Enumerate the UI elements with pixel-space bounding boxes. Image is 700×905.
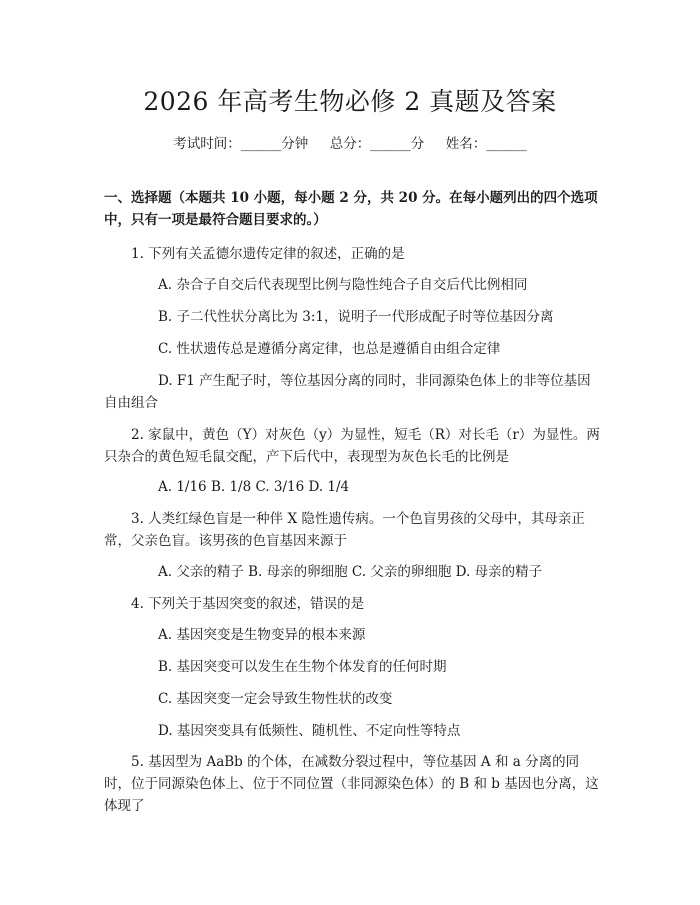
question-1-option-b: B. 子二代性状分离比为 3:1，说明子一代形成配子时等位基因分离	[158, 309, 554, 325]
question-2-stem: 2. 家鼠中，黄色（Y）对灰色（y）为显性，短毛（R）对长毛（r）为显性。两只杂合的黄色短毛鼠交配，产下后代中，表现型为灰色长毛的比例是	[104, 427, 600, 465]
question-1-option-c: C. 性状遗传总是遵循分离定律，也总是遵循自由组合定律	[158, 341, 501, 357]
question-1-option-d: D. F1 产生配子时，等位基因分离的同时，非同源染色体上的非等位基因自由组合	[104, 373, 591, 411]
question-1-option-a: A. 杂合子自交后代表现型比例与隐性纯合子自交后代比例相同	[158, 277, 528, 293]
question-4-option-d: D. 基因突变具有低频性、随机性、不定向性等特点	[158, 723, 461, 739]
question-4-option-a: A. 基因突变是生物变异的根本来源	[158, 627, 366, 643]
exam-meta-line: 考试时间：______分钟 总分：______分 姓名：______	[173, 136, 527, 152]
question-3-stem: 3. 人类红绿色盲是一种伴 X 隐性遗传病。一个色盲男孩的父母中，其母亲正常，父亲色盲。该男孩的色盲基因来源于	[104, 511, 585, 549]
question-4-option-b: B. 基因突变可以发生在生物个体发育的任何时期	[158, 659, 447, 675]
section-heading: 一、选择题（本题共 10 小题，每小题 2 分，共 20 分。在每小题列出的四个选项中，只有一项是最符合题目要求的。）	[104, 190, 598, 228]
question-4-option-c: C. 基因突变一定会导致生物性状的改变	[158, 691, 393, 707]
question-4-stem: 4. 下列关于基因突变的叙述，错误的是	[131, 596, 365, 612]
question-2-options: A. 1/16 B. 1/8 C. 3/16 D. 1/4	[158, 479, 350, 495]
page-title: 2026 年高考生物必修 2 真题及答案	[143, 87, 557, 116]
question-5-stem: 5. 基因型为 AaBb 的个体，在减数分裂过程中，等位基因 A 和 a 分离的同时，位于同源染色体上、位于不同位置（非同源染色体）的 B 和 b 基因也分离，这体现了	[104, 754, 599, 814]
question-1-stem: 1. 下列有关孟德尔遗传定律的叙述，正确的是	[131, 246, 405, 262]
question-3-options: A. 父亲的精子 B. 母亲的卵细胞 C. 父亲的卵细胞 D. 母亲的精子	[158, 564, 543, 580]
